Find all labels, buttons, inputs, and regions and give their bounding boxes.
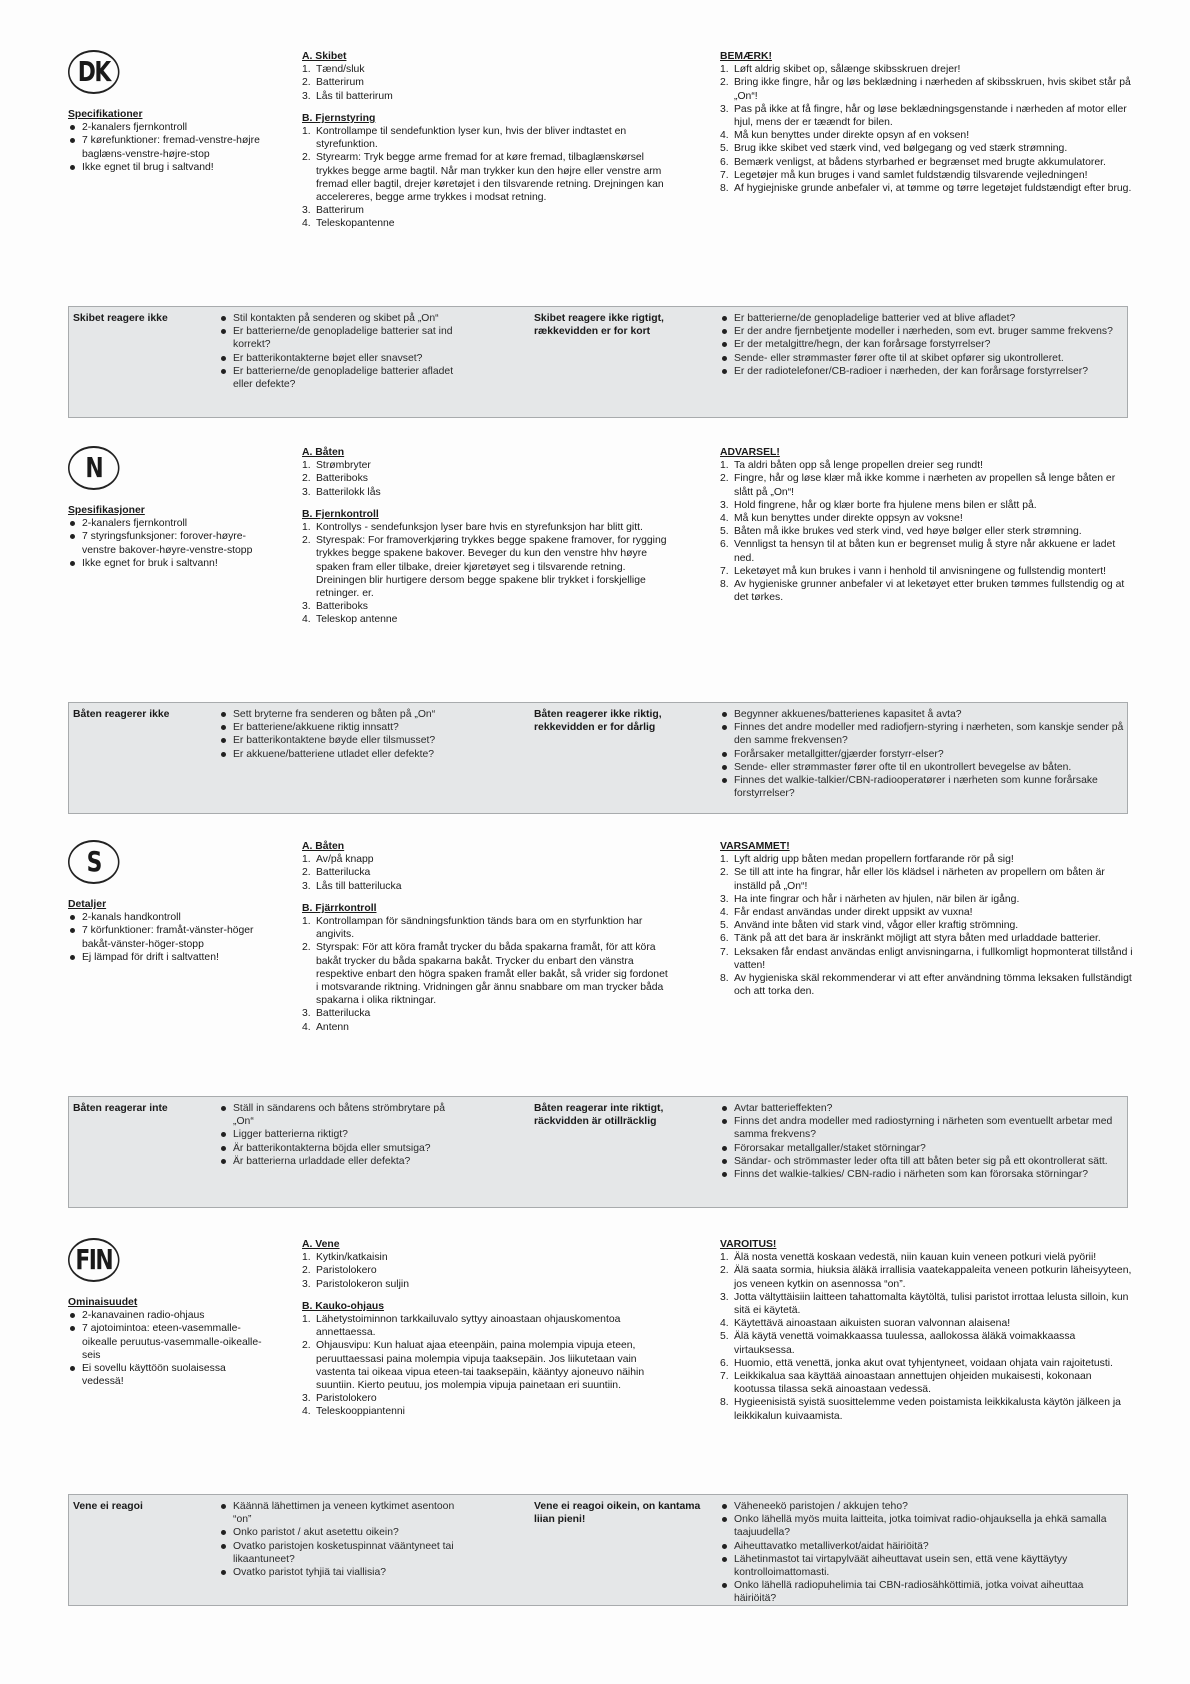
list-item: Paristolokeron suljin bbox=[316, 1278, 409, 1290]
spec-title: Specifikationer bbox=[68, 109, 143, 120]
spec-column bbox=[68, 1238, 268, 1388]
warning-title: ADVARSEL! bbox=[720, 447, 780, 458]
list-item: Stil kontakten på senderen og skibet på „On“ bbox=[219, 312, 459, 325]
list-item: 7 körfunktioner: framåt-vänster-höger bakåt-vänster-höger-stopp bbox=[68, 924, 268, 950]
part-a-title: A. Båten bbox=[302, 841, 345, 852]
part-a-list bbox=[302, 853, 672, 893]
list-item: Forårsaker metallgitter/gjærder forstyrr-elser? bbox=[720, 748, 1125, 761]
list-item: Lyft aldrig upp båten medan propellern fortfarande rör på sig! bbox=[734, 854, 1014, 866]
list-item: Älä nosta venettä koskaan vedestä, niin kauan kuin veneen potkuri vielä pyörii! bbox=[734, 1252, 1097, 1264]
list-item: Bring ikke fingre, hår og løs beklædning i nærheden af skibsskruen, hvis skibet står på „On“! bbox=[734, 77, 1131, 102]
part-b-title: B. Kauko-ohjaus bbox=[302, 1300, 384, 1312]
spec-list bbox=[68, 1309, 268, 1388]
list-item: Av hygieniske grunner anbefaler vi at leketøyet etter bruken tømmes fullstendig og at det tørkes. bbox=[734, 579, 1125, 604]
list-item: Er batteriene/akkuene riktig innsatt? bbox=[219, 721, 459, 734]
part-b-list bbox=[302, 521, 672, 627]
list-item: Legetøjer må kun bruges i vand samlet fuldstændig tilsvarende vejledningen! bbox=[734, 169, 1088, 181]
warning-title: BEMÆRK! bbox=[720, 51, 772, 62]
list-item: Leksaken får endast användas enligt anvisningarna, i fullkomligt hopmonterat tillstånd i vatten! bbox=[734, 946, 1133, 971]
spec-list bbox=[68, 911, 268, 964]
list-item: Er der metalgittre/hegn, der kan forårsage forstyrrelser? bbox=[720, 338, 1125, 351]
list-item: Se till att inte ha fingrar, hår eller lös klädsel i närheten av propellern om båten är inställd på „On“! bbox=[734, 867, 1105, 892]
warning-column bbox=[720, 446, 1135, 604]
part-a-title: A. Skibet bbox=[302, 51, 347, 62]
trouble-list-2 bbox=[720, 1102, 1125, 1181]
list-item: Er batterikontaktene bøyde eller tilsmusset? bbox=[219, 734, 459, 747]
list-item: Sändar- och strömmaster leder ofta till att båten beter sig på ett okontrollerat sätt. bbox=[720, 1155, 1125, 1168]
list-item: Ej lämpad för drift i saltvatten! bbox=[68, 951, 268, 964]
list-item: Er akkuene/batteriene utladet eller defekte? bbox=[219, 748, 459, 761]
spec-title: Detaljer bbox=[68, 899, 107, 910]
list-item: 7 ajotoimintoa: eteen-vasemmalle-oikealle peruutus-vasemmalle-oikealle-seis bbox=[68, 1322, 268, 1362]
warning-column bbox=[720, 50, 1135, 195]
list-item: Pas på ikke at få fingre, hår og løse beklædningsgenstande i nærheden af motor eller hjul, mens der er tæændt for bilen. bbox=[734, 103, 1127, 129]
spec-list bbox=[68, 517, 268, 570]
list-item: Må kun benyttes under direkte oppsyn av voksne! bbox=[734, 513, 963, 525]
list-item: Lähetystoiminnon tarkkailuvalo syttyy ainoastaan ohjauskomentoa annettaessa. bbox=[316, 1314, 621, 1339]
list-item: Älä saata sormia, hiuksia äläkä irrallisia vaatekappaleita veneen potkurin läheisyyteen, jos veneen kytkin on asennossa “on”. bbox=[734, 1265, 1132, 1290]
list-item: Batteriboks bbox=[316, 473, 368, 485]
list-item: Finns det andra modeller med radiostyrning i närheten som eventuellt arbetar med samma frekvens? bbox=[720, 1115, 1125, 1141]
trouble-title-1: Båten reagerar inte bbox=[73, 1103, 168, 1114]
list-item: Kontrollys - sendefunksjon lyser bare hvis en styrefunksjon har blitt gitt. bbox=[316, 522, 643, 534]
list-item: Sende- eller strømmaster fører ofte til at skibet opfører sig ukontrolleret. bbox=[720, 352, 1125, 365]
list-item: Huomio, että venettä, jonka akut ovat tyhjentyneet, voidaan ohjata vain rajoitetusti. bbox=[734, 1357, 1113, 1369]
list-item: Batterilucka bbox=[316, 1008, 371, 1020]
list-item: Teleskopantenne bbox=[316, 218, 395, 230]
list-item: Kontrollampan för sändningsfunktion tänds bara om en styrfunktion har angivits. bbox=[316, 916, 643, 941]
trouble-list-2 bbox=[720, 312, 1125, 378]
spec-column bbox=[68, 446, 268, 570]
list-item: Förorsakar metallgaller/staket störningar? bbox=[720, 1142, 1125, 1155]
list-item: Ikke egnet for bruk i saltvann! bbox=[68, 557, 268, 570]
list-item: Er batterierne/de genopladelige batterier sat ind korrekt? bbox=[219, 325, 459, 351]
list-item: Fingre, hår og løse klær må ikke komme i nærheten av propellen så lenge båten er slått på „On“! bbox=[734, 473, 1116, 498]
list-item: Antenn bbox=[316, 1021, 349, 1033]
list-item: Tænd/sluk bbox=[316, 64, 365, 76]
part-b-title: B. Fjernstyring bbox=[302, 112, 376, 124]
list-item: Hold fingrene, hår og klær borte fra hjulene mens bilen er slått på. bbox=[734, 499, 1037, 511]
list-item: 7 kørefunktioner: fremad-venstre-højre baglæns-venstre-højre-stop bbox=[68, 134, 268, 160]
list-item: Ohjausvipu: Kun haluat ajaa eteenpäin, paina molempia vipuja eteen, peruuttaessasi paina molempia vipuja taaksepäin. Jos liikutetaan vain vastenta tai oikeaa vipua eteen-tai taaksepäin, kääntyy ajoneuvo näihin suuntiin. Kierto peutuu, jos molempia vipuja painetaan eri suuntiin. bbox=[316, 1340, 645, 1392]
part-a-title: A. Båten bbox=[302, 447, 345, 458]
trouble-title-2: Vene ei reagoi oikein, on kantama liian pieni! bbox=[534, 1501, 701, 1526]
language-badge: FIN bbox=[68, 1238, 119, 1282]
part-b-list bbox=[302, 915, 672, 1034]
parts-column bbox=[302, 446, 672, 627]
list-item: Finnes det walkie-talkier/CBN-radiooperatører i nærheten som kunne forårsake forstyrrelser? bbox=[720, 774, 1125, 800]
spec-title: Spesifikasjoner bbox=[68, 505, 145, 516]
parts-column bbox=[302, 1238, 672, 1419]
list-item: Ställ in sändarens och båtens strömbrytare på „On“ bbox=[219, 1102, 459, 1128]
part-b-title: B. Fjernkontroll bbox=[302, 508, 379, 520]
list-item: Batterilucka bbox=[316, 867, 371, 879]
list-item: Av hygieniska skäl rekommenderar vi att efter användning tömma leksaken fullständigt och att torka den. bbox=[734, 973, 1132, 998]
part-a-title: A. Vene bbox=[302, 1239, 340, 1250]
trouble-title-2: Skibet reagere ikke rigtigt, rækkevidden er for kort bbox=[534, 313, 664, 338]
list-item: Brug ikke skibet ved stærk vind, ved bølgegang og ved stærk strømning. bbox=[734, 143, 1068, 155]
list-item: 2-kanalers fjernkontroll bbox=[68, 517, 268, 530]
warning-list bbox=[720, 63, 1135, 195]
warning-column bbox=[720, 1238, 1135, 1423]
list-item: Kytkin/katkaisin bbox=[316, 1252, 388, 1264]
list-item: Ligger batterierna riktigt? bbox=[219, 1128, 459, 1141]
list-item: Onko lähellä radiopuhelimia tai CBN-radiosähköttimiä, jotka voivat aiheuttaa häiriöitä? bbox=[720, 1579, 1125, 1605]
list-item: Jotta vältyttäisiin laitteen tahattomalta käytöltä, tulisi paristot irrottaa lelusta silloin, kun sitä ei käytetä. bbox=[734, 1291, 1129, 1317]
part-a-list bbox=[302, 459, 672, 499]
troubleshooting-box-n bbox=[68, 702, 1128, 814]
list-item: Vennligst ta hensyn til at båten kun er begrenset mulig å styre når akkuene er ladet ned. bbox=[734, 539, 1116, 564]
list-item: Ovatko paristot tyhjiä tai viallisia? bbox=[219, 1566, 459, 1579]
list-item: Avtar batterieffekten? bbox=[720, 1102, 1125, 1115]
list-item: Er batterierne/de genopladelige batterier afladet eller defekte? bbox=[219, 365, 459, 391]
list-item: Finnes det andre modeller med radiofjern-styring i nærheten, som kanskje sender på den samme frekvensen? bbox=[720, 721, 1125, 747]
list-item: Styrespak: For framoverkjøring trykkes begge spakene framover, for rygging trykkes begge spakene bakover. Beveger du kun den venstre hhv høyre spaken fram eller tilbake, dreier kjøretøyet seg i tilsvarende retning. Dreiningen blir hurtigere dersom begge spakene blir trykket i forskjellige retninger. er. bbox=[316, 535, 667, 600]
list-item: Ovatko paristojen kosketuspinnat vääntyneet tai likaantuneet? bbox=[219, 1540, 459, 1566]
list-item: Lähetinmastot tai virtapylväät aiheuttavat usein sen, että vene käyttäytyy kontrolloimattomasti. bbox=[720, 1553, 1125, 1579]
list-item: Leketøyet må kun brukes i vann i henhold til anvisningene og fullstendig montert! bbox=[734, 565, 1106, 577]
list-item: Er batterikontakterne bøjet eller snavset? bbox=[219, 352, 459, 365]
part-b-list bbox=[302, 1313, 672, 1419]
list-item: Onko lähellä myös muita laitteita, jotka toimivat radio-ohjauksella ja ehkä samalla taajuudella? bbox=[720, 1513, 1125, 1539]
list-item: Ei sovellu käyttöön suolaisessa vedessä! bbox=[68, 1362, 268, 1388]
list-item: Ha inte fingrar och hår i närheten av hjulen, när bilen är igång. bbox=[734, 893, 1020, 905]
list-item: 7 styringsfunksjoner: forover-høyre-venstre bakover-høyre-venstre-stopp bbox=[68, 530, 268, 556]
list-item: Teleskooppiantenni bbox=[316, 1406, 405, 1418]
spec-column bbox=[68, 50, 268, 174]
list-item: Sett bryterne fra senderen og båten på „On“ bbox=[219, 708, 459, 721]
list-item: Leikkikalua saa käyttää ainoastaan annettujen ohjeiden mukaisesti, kokonaan kootussa tilassa sekä ainoastaan vedessä. bbox=[734, 1371, 1092, 1396]
list-item: Batterirum bbox=[316, 77, 364, 89]
parts-column bbox=[302, 50, 672, 231]
trouble-title-1: Båten reagerer ikke bbox=[73, 709, 170, 720]
list-item: Är batterikontakterna böjda eller smutsiga? bbox=[219, 1142, 459, 1155]
part-b-list bbox=[302, 125, 672, 231]
list-item: Løft aldrig skibet op, sålænge skibsskruen drejer! bbox=[734, 64, 961, 76]
spec-title: Ominaisuudet bbox=[68, 1297, 138, 1308]
trouble-list-1 bbox=[219, 708, 459, 761]
part-a-list bbox=[302, 63, 672, 103]
list-item: Strømbryter bbox=[316, 460, 371, 472]
language-badge: S bbox=[68, 840, 119, 884]
list-item: Får endast användas under direkt uppsikt av vuxna! bbox=[734, 907, 973, 919]
list-item: Paristolokero bbox=[316, 1393, 377, 1405]
trouble-title-1: Vene ei reagoi bbox=[73, 1501, 143, 1512]
trouble-title-2: Båten reagerer ikke riktig, rekkevidden er for dårlig bbox=[534, 709, 662, 734]
trouble-list-1 bbox=[219, 1102, 459, 1168]
warning-column bbox=[720, 840, 1135, 998]
spec-list bbox=[68, 121, 268, 174]
list-item: Käännä lähettimen ja veneen kytkimet asentoon “on” bbox=[219, 1500, 459, 1526]
list-item: Ta aldri båten opp så lenge propellen dreier seg rundt! bbox=[734, 460, 983, 472]
trouble-list-1 bbox=[219, 312, 459, 391]
list-item: Lås till batterilucka bbox=[316, 880, 402, 892]
troubleshooting-box-dk bbox=[68, 306, 1128, 418]
list-item: Er batterierne/de genopladelige batterier ved at blive afladet? bbox=[720, 312, 1125, 325]
list-item: 2-kanavainen radio-ohjaus bbox=[68, 1309, 268, 1322]
parts-column bbox=[302, 840, 672, 1034]
list-item: Batterirum bbox=[316, 205, 364, 217]
list-item: 2-kanalers fjernkontroll bbox=[68, 121, 268, 134]
trouble-title-2: Båten reagerar inte riktigt, räckvidden är otillräcklig bbox=[534, 1103, 664, 1128]
troubleshooting-box-fin bbox=[68, 1494, 1128, 1606]
list-item: 2-kanals handkontroll bbox=[68, 911, 268, 924]
list-item: Är batterierna urladdade eller defekta? bbox=[219, 1155, 459, 1168]
list-item: Finns det walkie-talkies/ CBN-radio i närheten som kan förorsaka störningar? bbox=[720, 1168, 1125, 1181]
list-item: Onko paristot / akut asetettu oikein? bbox=[219, 1526, 459, 1539]
list-item: Ikke egnet til brug i saltvand! bbox=[68, 161, 268, 174]
list-item: Er der radiotelefoner/CB-radioer i nærheden, der kan forårsage forstyrrelser? bbox=[720, 365, 1125, 378]
list-item: Älä käytä venettä voimakkaassa tuulessa, aallokossa äläkä voimakkaassa virtauksessa. bbox=[734, 1331, 1076, 1356]
list-item: Aiheuttavatko metalliverkot/aidat häiriöitä? bbox=[720, 1540, 1125, 1553]
trouble-title-1: Skibet reagere ikke bbox=[73, 313, 168, 324]
list-item: Använd inte båten vid stark vind, vågor eller kraftig strömning. bbox=[734, 920, 1019, 932]
list-item: Begynner akkuenes/batterienes kapasitet å avta? bbox=[720, 708, 1125, 721]
list-item: Er der andre fjernbetjente modeller i nærheden, som evt. bruger samme frekvens? bbox=[720, 325, 1125, 338]
list-item: Teleskop antenne bbox=[316, 614, 398, 626]
warning-title: VARSAMMET! bbox=[720, 841, 790, 852]
list-item: Batterilokk lås bbox=[316, 486, 381, 498]
list-item: Styrspak: För att köra framåt trycker du båda spakarna framåt, för att köra bakåt trycker du båda spakarna bakåt. Trycker du enbart den vänstra respektive enbart den högra spaken framåt eller bakåt, så vrider sig fordonet i motsvarande riktning. Vridningen går ännu snabbare om man trycker båda spakarna i olika riktningar. bbox=[316, 942, 668, 1007]
part-b-title: B. Fjärrkontroll bbox=[302, 902, 377, 914]
list-item: Kontrollampe til sendefunktion lyser kun, hvis der bliver indtastet en styrefunktion. bbox=[316, 126, 627, 151]
trouble-list-2 bbox=[720, 1500, 1125, 1606]
warning-list bbox=[720, 459, 1135, 604]
language-badge: DK bbox=[68, 50, 119, 94]
list-item: Batteriboks bbox=[316, 601, 368, 613]
list-item: Båten må ikke brukes ved sterk vind, ved høye bølger eller sterk strømning. bbox=[734, 526, 1082, 538]
list-item: Paristolokero bbox=[316, 1265, 377, 1277]
list-item: Käytettävä ainoastaan aikuisten suoran valvonnan alaisena! bbox=[734, 1318, 1011, 1330]
list-item: Af hygiejniske grunde anbefaler vi, at tømme og tørre legetøjet fuldstændigt efter brug. bbox=[734, 183, 1132, 195]
trouble-list-2 bbox=[720, 708, 1125, 800]
list-item: Väheneekö paristojen / akkujen teho? bbox=[720, 1500, 1125, 1513]
warning-list bbox=[720, 1251, 1135, 1423]
warning-list bbox=[720, 853, 1135, 998]
list-item: Tänk på att det bara är inskränkt möjligt att styra båten med urladdade batterier. bbox=[734, 933, 1101, 945]
list-item: Må kun benyttes under direkte opsyn af en voksen! bbox=[734, 130, 970, 142]
list-item: Hygieenisistä syistä suosittelemme veden poistamista leikkikalusta käytön jälkeen ja leikkikalun kuivaamista. bbox=[734, 1397, 1121, 1422]
list-item: Sende- eller strømmaster fører ofte til en ukontrollert bevegelse av båten. bbox=[720, 761, 1125, 774]
list-item: Bemærk venligst, at bådens styrbarhed er begrænset med brugte akkumulatorer. bbox=[734, 156, 1106, 168]
trouble-list-1 bbox=[219, 1500, 459, 1579]
list-item: Styrearm: Tryk begge arme fremad for at køre fremad, tilbaglænskørsel trykkes begge arme bagtil. Når man trykker kun den højre eller venstre arm fremad eller bagtil, drejer køretøjet i den tilsvarende retning. Drejningen kan accelereres, begge arme trykkes i modsat retning. bbox=[316, 152, 664, 204]
list-item: Av/på knapp bbox=[316, 854, 374, 866]
language-badge: N bbox=[68, 446, 119, 490]
part-a-list bbox=[302, 1251, 672, 1291]
spec-column bbox=[68, 840, 268, 964]
troubleshooting-box-s bbox=[68, 1096, 1128, 1208]
warning-title: VAROITUS! bbox=[720, 1239, 777, 1250]
list-item: Lås til batterirum bbox=[316, 90, 393, 102]
